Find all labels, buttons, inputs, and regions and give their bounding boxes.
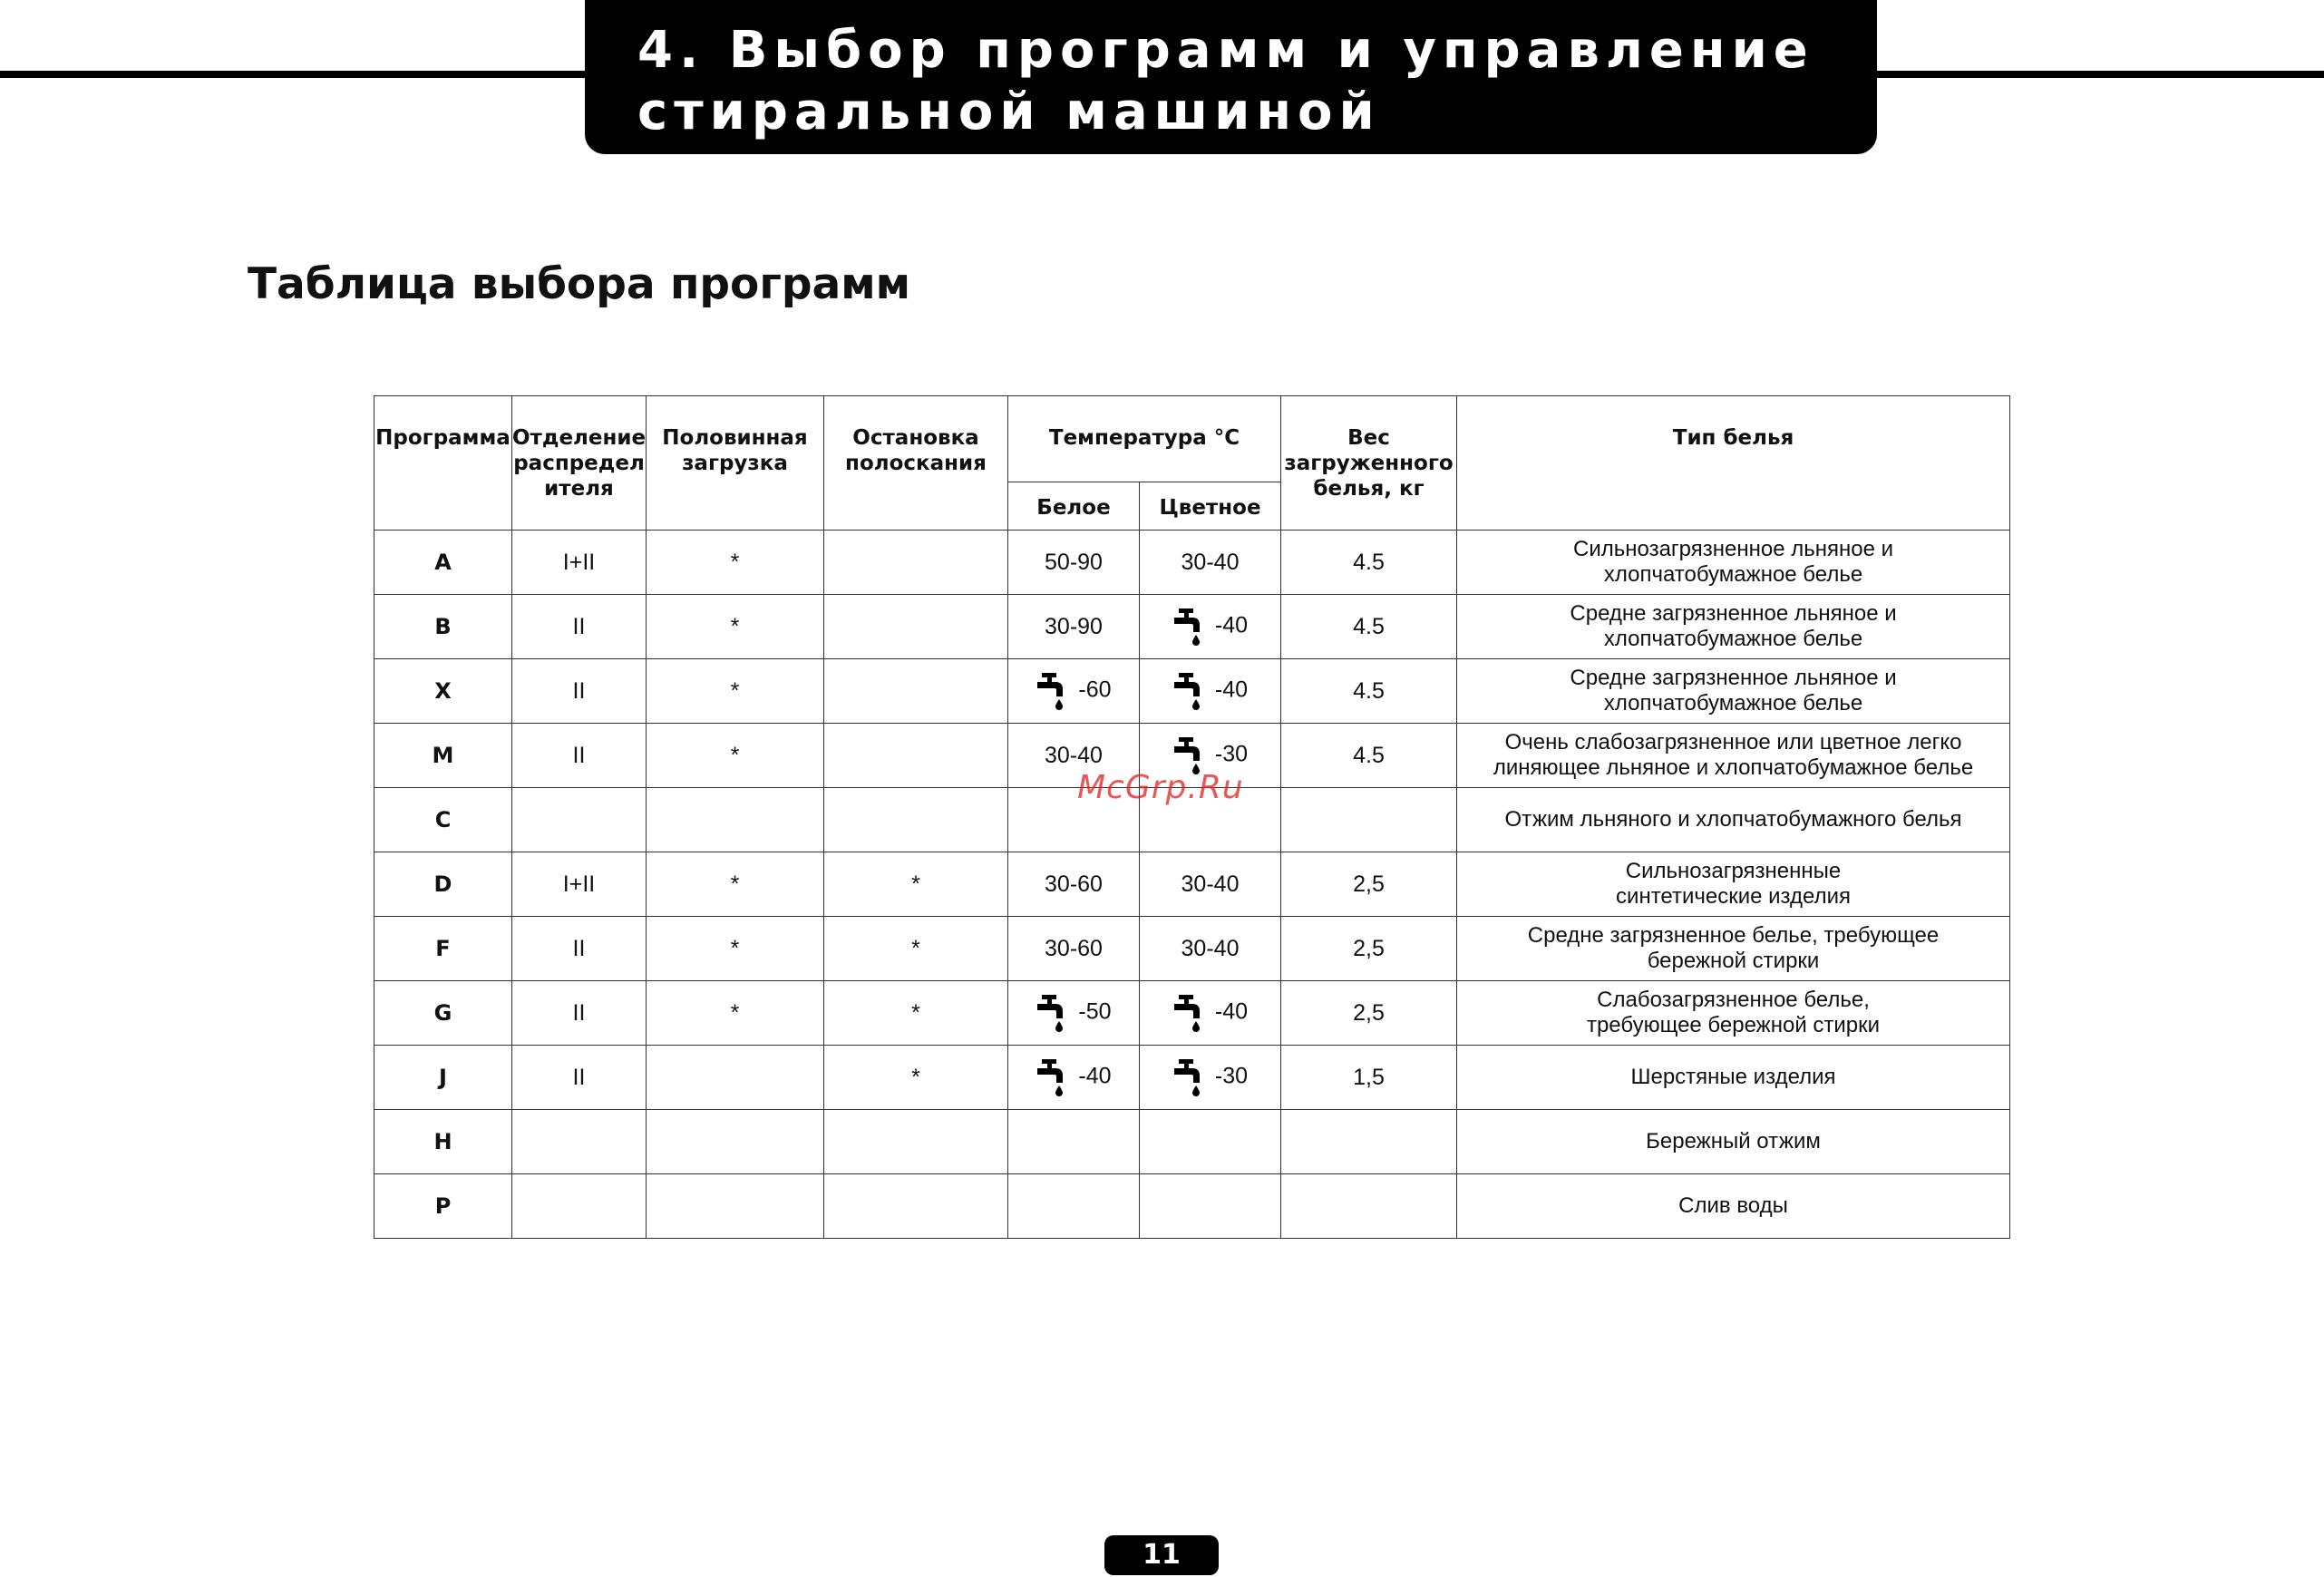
program-letter <box>374 917 512 981</box>
program-letter-text: B <box>434 614 452 639</box>
half-load-cell-text: * <box>730 871 740 897</box>
table-row <box>374 659 2010 724</box>
cold-water-tap-icon <box>1172 993 1203 1033</box>
laundry-type-cell <box>1457 595 2010 659</box>
laundry-type-cell <box>1457 981 2010 1046</box>
laundry-type-cell <box>1457 1110 2010 1174</box>
rinse-stop-cell <box>824 724 1008 788</box>
weight-cell-text: 1,5 <box>1353 1064 1385 1090</box>
rinse-stop-cell <box>824 1174 1008 1239</box>
header-laundry-type: Тип белья <box>1457 396 2010 531</box>
weight-cell <box>1281 788 1457 852</box>
weight-cell <box>1281 1110 1457 1174</box>
laundry-type-cell-text: Средне загрязненное льняное и хлопчатобумажное белье <box>1570 666 1897 715</box>
rinse-stop-cell-text: * <box>911 999 920 1026</box>
dispenser-cell-text: II <box>572 677 586 704</box>
cold-water-tap-icon <box>1172 1057 1203 1097</box>
header-weight: Вес загруженного белья, кг <box>1281 396 1457 531</box>
dispenser-cell <box>512 852 647 917</box>
dispenser-cell-text: I+II <box>562 549 596 575</box>
table-row <box>374 595 2010 659</box>
program-letter <box>374 852 512 917</box>
half-load-cell <box>647 852 824 917</box>
colored-temp-cell <box>1140 659 1281 724</box>
white-temp-cell <box>1008 659 1140 724</box>
laundry-type-cell <box>1457 1174 2010 1239</box>
half-load-cell <box>647 788 824 852</box>
weight-cell <box>1281 659 1457 724</box>
cold-water-tap-icon <box>1172 607 1203 647</box>
laundry-type-cell-text: Слабозагрязненное белье, требующее бережной стирки <box>1586 988 1881 1037</box>
laundry-type-cell <box>1457 531 2010 595</box>
dispenser-cell-text: II <box>572 999 586 1026</box>
white-temp-cell-text: 30-90 <box>1045 613 1103 639</box>
table-row <box>374 1174 2010 1239</box>
white-temp-cell-text: 30-60 <box>1045 935 1103 961</box>
rinse-stop-cell <box>824 659 1008 724</box>
header-white: Белое <box>1008 482 1140 531</box>
white-temp-cell-text: -60 <box>1078 677 1112 703</box>
half-load-cell <box>647 981 824 1046</box>
rinse-stop-cell <box>824 852 1008 917</box>
colored-temp-cell-text: -40 <box>1214 998 1249 1025</box>
dispenser-cell <box>512 595 647 659</box>
rinse-stop-cell-text: * <box>911 935 920 961</box>
laundry-type-cell-text: Сильнозагрязненное льняное и хлопчатобумажное белье <box>1573 537 1894 587</box>
half-load-cell-text: * <box>730 549 740 575</box>
dispenser-cell <box>512 659 647 724</box>
program-letter <box>374 1174 512 1239</box>
cold-water-tap-icon <box>1172 671 1203 711</box>
rinse-stop-cell <box>824 788 1008 852</box>
half-load-cell-text: * <box>730 677 740 704</box>
weight-cell <box>1281 917 1457 981</box>
dispenser-cell-text: II <box>572 1064 586 1090</box>
dispenser-cell <box>512 981 647 1046</box>
laundry-type-cell <box>1457 1046 2010 1110</box>
weight-cell-text: 2,5 <box>1353 935 1385 961</box>
header-program: Программа <box>374 396 512 531</box>
program-table <box>374 395 2010 1239</box>
cold-water-tap-icon <box>1036 671 1066 711</box>
colored-temp-cell <box>1140 1174 1281 1239</box>
weight-cell-text: 4.5 <box>1353 549 1385 575</box>
program-letter <box>374 595 512 659</box>
watermark: McGrp.Ru <box>1077 769 1244 806</box>
colored-temp-cell <box>1140 1110 1281 1174</box>
chapter-header <box>585 0 1877 154</box>
white-temp-cell <box>1008 1046 1140 1110</box>
table-row <box>374 917 2010 981</box>
dispenser-cell <box>512 724 647 788</box>
program-letter-text: H <box>433 1129 452 1154</box>
weight-cell <box>1281 595 1457 659</box>
dispenser-cell <box>512 531 647 595</box>
cold-water-tap-icon <box>1036 993 1066 1033</box>
laundry-type-cell-text: Очень слабозагрязненное или цветное легко линяющее льняное и хлопчатобумажное белье <box>1493 730 1974 780</box>
program-letter-text: X <box>434 678 452 704</box>
weight-cell-text: 4.5 <box>1353 677 1385 704</box>
program-letter-text: P <box>434 1193 452 1219</box>
half-load-cell <box>647 1110 824 1174</box>
half-load-cell <box>647 659 824 724</box>
program-letter <box>374 659 512 724</box>
white-temp-cell-text: -50 <box>1078 998 1112 1025</box>
program-letter-text: D <box>433 871 452 897</box>
half-load-cell-text: * <box>730 935 740 961</box>
header-dispenser: Отделение распредел ителя <box>512 396 647 531</box>
white-temp-cell-text: 50-90 <box>1045 549 1103 575</box>
half-load-cell <box>647 724 824 788</box>
dispenser-cell <box>512 1110 647 1174</box>
table-row <box>374 531 2010 595</box>
header-colored: Цветное <box>1140 482 1281 531</box>
program-letter-text: G <box>433 1000 452 1026</box>
laundry-type-cell <box>1457 659 2010 724</box>
white-temp-cell-text: -40 <box>1078 1063 1112 1089</box>
white-temp-cell <box>1008 981 1140 1046</box>
half-load-cell <box>647 1174 824 1239</box>
weight-cell <box>1281 531 1457 595</box>
laundry-type-cell-text: Средне загрязненное льняное и хлопчатобумажное белье <box>1570 601 1897 651</box>
weight-cell <box>1281 852 1457 917</box>
laundry-type-cell-text: Отжим льняного и хлопчатобумажного белья <box>1504 807 1962 832</box>
colored-temp-cell-text: 30-40 <box>1181 871 1240 897</box>
colored-temp-cell <box>1140 531 1281 595</box>
weight-cell <box>1281 1174 1457 1239</box>
white-temp-cell <box>1008 852 1140 917</box>
weight-cell-text: 2,5 <box>1353 871 1385 897</box>
colored-temp-cell-text: -30 <box>1214 1063 1249 1089</box>
rinse-stop-cell <box>824 981 1008 1046</box>
rinse-stop-cell <box>824 1046 1008 1110</box>
program-table-body <box>374 531 2010 1239</box>
program-letter <box>374 1110 512 1174</box>
program-letter <box>374 724 512 788</box>
half-load-cell-text: * <box>730 613 740 639</box>
half-load-cell-text: * <box>730 999 740 1026</box>
table-row <box>374 981 2010 1046</box>
weight-cell-text: 4.5 <box>1353 742 1385 768</box>
half-load-cell <box>647 917 824 981</box>
laundry-type-cell <box>1457 917 2010 981</box>
dispenser-cell-text: II <box>572 935 586 961</box>
colored-temp-cell-text: 30-40 <box>1181 549 1240 575</box>
colored-temp-cell-text: -30 <box>1214 741 1249 767</box>
dispenser-cell-text: II <box>572 613 586 639</box>
weight-cell <box>1281 724 1457 788</box>
colored-temp-cell-text: -40 <box>1214 677 1249 703</box>
laundry-type-cell-text: Шерстяные изделия <box>1630 1065 1836 1089</box>
rinse-stop-cell-text: * <box>911 1064 920 1090</box>
half-load-cell <box>647 1046 824 1110</box>
colored-temp-cell <box>1140 1046 1281 1110</box>
colored-temp-cell-text: 30-40 <box>1181 935 1240 961</box>
white-temp-cell <box>1008 595 1140 659</box>
laundry-type-cell <box>1457 852 2010 917</box>
colored-temp-cell <box>1140 595 1281 659</box>
half-load-cell <box>647 531 824 595</box>
weight-cell-text: 4.5 <box>1353 613 1385 639</box>
header-temperature: Температура °C <box>1008 396 1281 482</box>
white-temp-cell <box>1008 1110 1140 1174</box>
white-temp-cell-text: 30-60 <box>1045 871 1103 897</box>
dispenser-cell <box>512 1046 647 1110</box>
table-row <box>374 852 2010 917</box>
half-load-cell-text: * <box>730 742 740 768</box>
program-letter-text: A <box>434 550 452 575</box>
rinse-stop-cell <box>824 1110 1008 1174</box>
laundry-type-cell-text: Слив воды <box>1678 1193 1788 1218</box>
section-title: Таблица выбора программ <box>248 259 911 309</box>
weight-cell-text: 2,5 <box>1353 999 1385 1026</box>
white-temp-cell <box>1008 531 1140 595</box>
laundry-type-cell-text: Бережный отжим <box>1646 1129 1821 1154</box>
colored-temp-cell <box>1140 917 1281 981</box>
cold-water-tap-icon <box>1036 1057 1066 1097</box>
rinse-stop-cell <box>824 595 1008 659</box>
white-temp-cell <box>1008 917 1140 981</box>
dispenser-cell <box>512 917 647 981</box>
program-letter-text: M <box>432 743 454 768</box>
program-letter-text: C <box>434 807 452 832</box>
white-temp-cell <box>1008 1174 1140 1239</box>
rinse-stop-cell <box>824 917 1008 981</box>
program-letter <box>374 981 512 1046</box>
dispenser-cell <box>512 1174 647 1239</box>
program-letter <box>374 788 512 852</box>
colored-temp-cell-text: -40 <box>1214 612 1249 638</box>
laundry-type-cell <box>1457 724 2010 788</box>
table-row <box>374 1046 2010 1110</box>
program-letter <box>374 1046 512 1110</box>
weight-cell <box>1281 1046 1457 1110</box>
program-letter-text: F <box>435 936 451 961</box>
laundry-type-cell-text: Средне загрязненное белье, требующее бережной стирки <box>1527 923 1940 973</box>
rinse-stop-cell <box>824 531 1008 595</box>
rinse-stop-cell-text: * <box>911 871 920 897</box>
dispenser-cell <box>512 788 647 852</box>
dispenser-cell-text: II <box>572 742 586 768</box>
dispenser-cell-text: I+II <box>562 871 596 897</box>
program-letter-text: J <box>439 1065 447 1090</box>
chapter-title: 4. Выбор программ и управление стиральной машиной <box>637 21 1814 141</box>
program-letter <box>374 531 512 595</box>
table-row <box>374 1110 2010 1174</box>
page-number: 11 <box>1104 1535 1219 1575</box>
half-load-cell <box>647 595 824 659</box>
weight-cell <box>1281 981 1457 1046</box>
header-rinse-stop: Остановка полоскания <box>824 396 1008 531</box>
colored-temp-cell <box>1140 981 1281 1046</box>
laundry-type-cell <box>1457 788 2010 852</box>
colored-temp-cell <box>1140 852 1281 917</box>
white-temp-cell-text: 30-40 <box>1045 742 1103 768</box>
header-half-load: Половинная загрузка <box>647 396 824 531</box>
laundry-type-cell-text: Сильнозагрязненные синтетические изделия <box>1616 859 1851 909</box>
